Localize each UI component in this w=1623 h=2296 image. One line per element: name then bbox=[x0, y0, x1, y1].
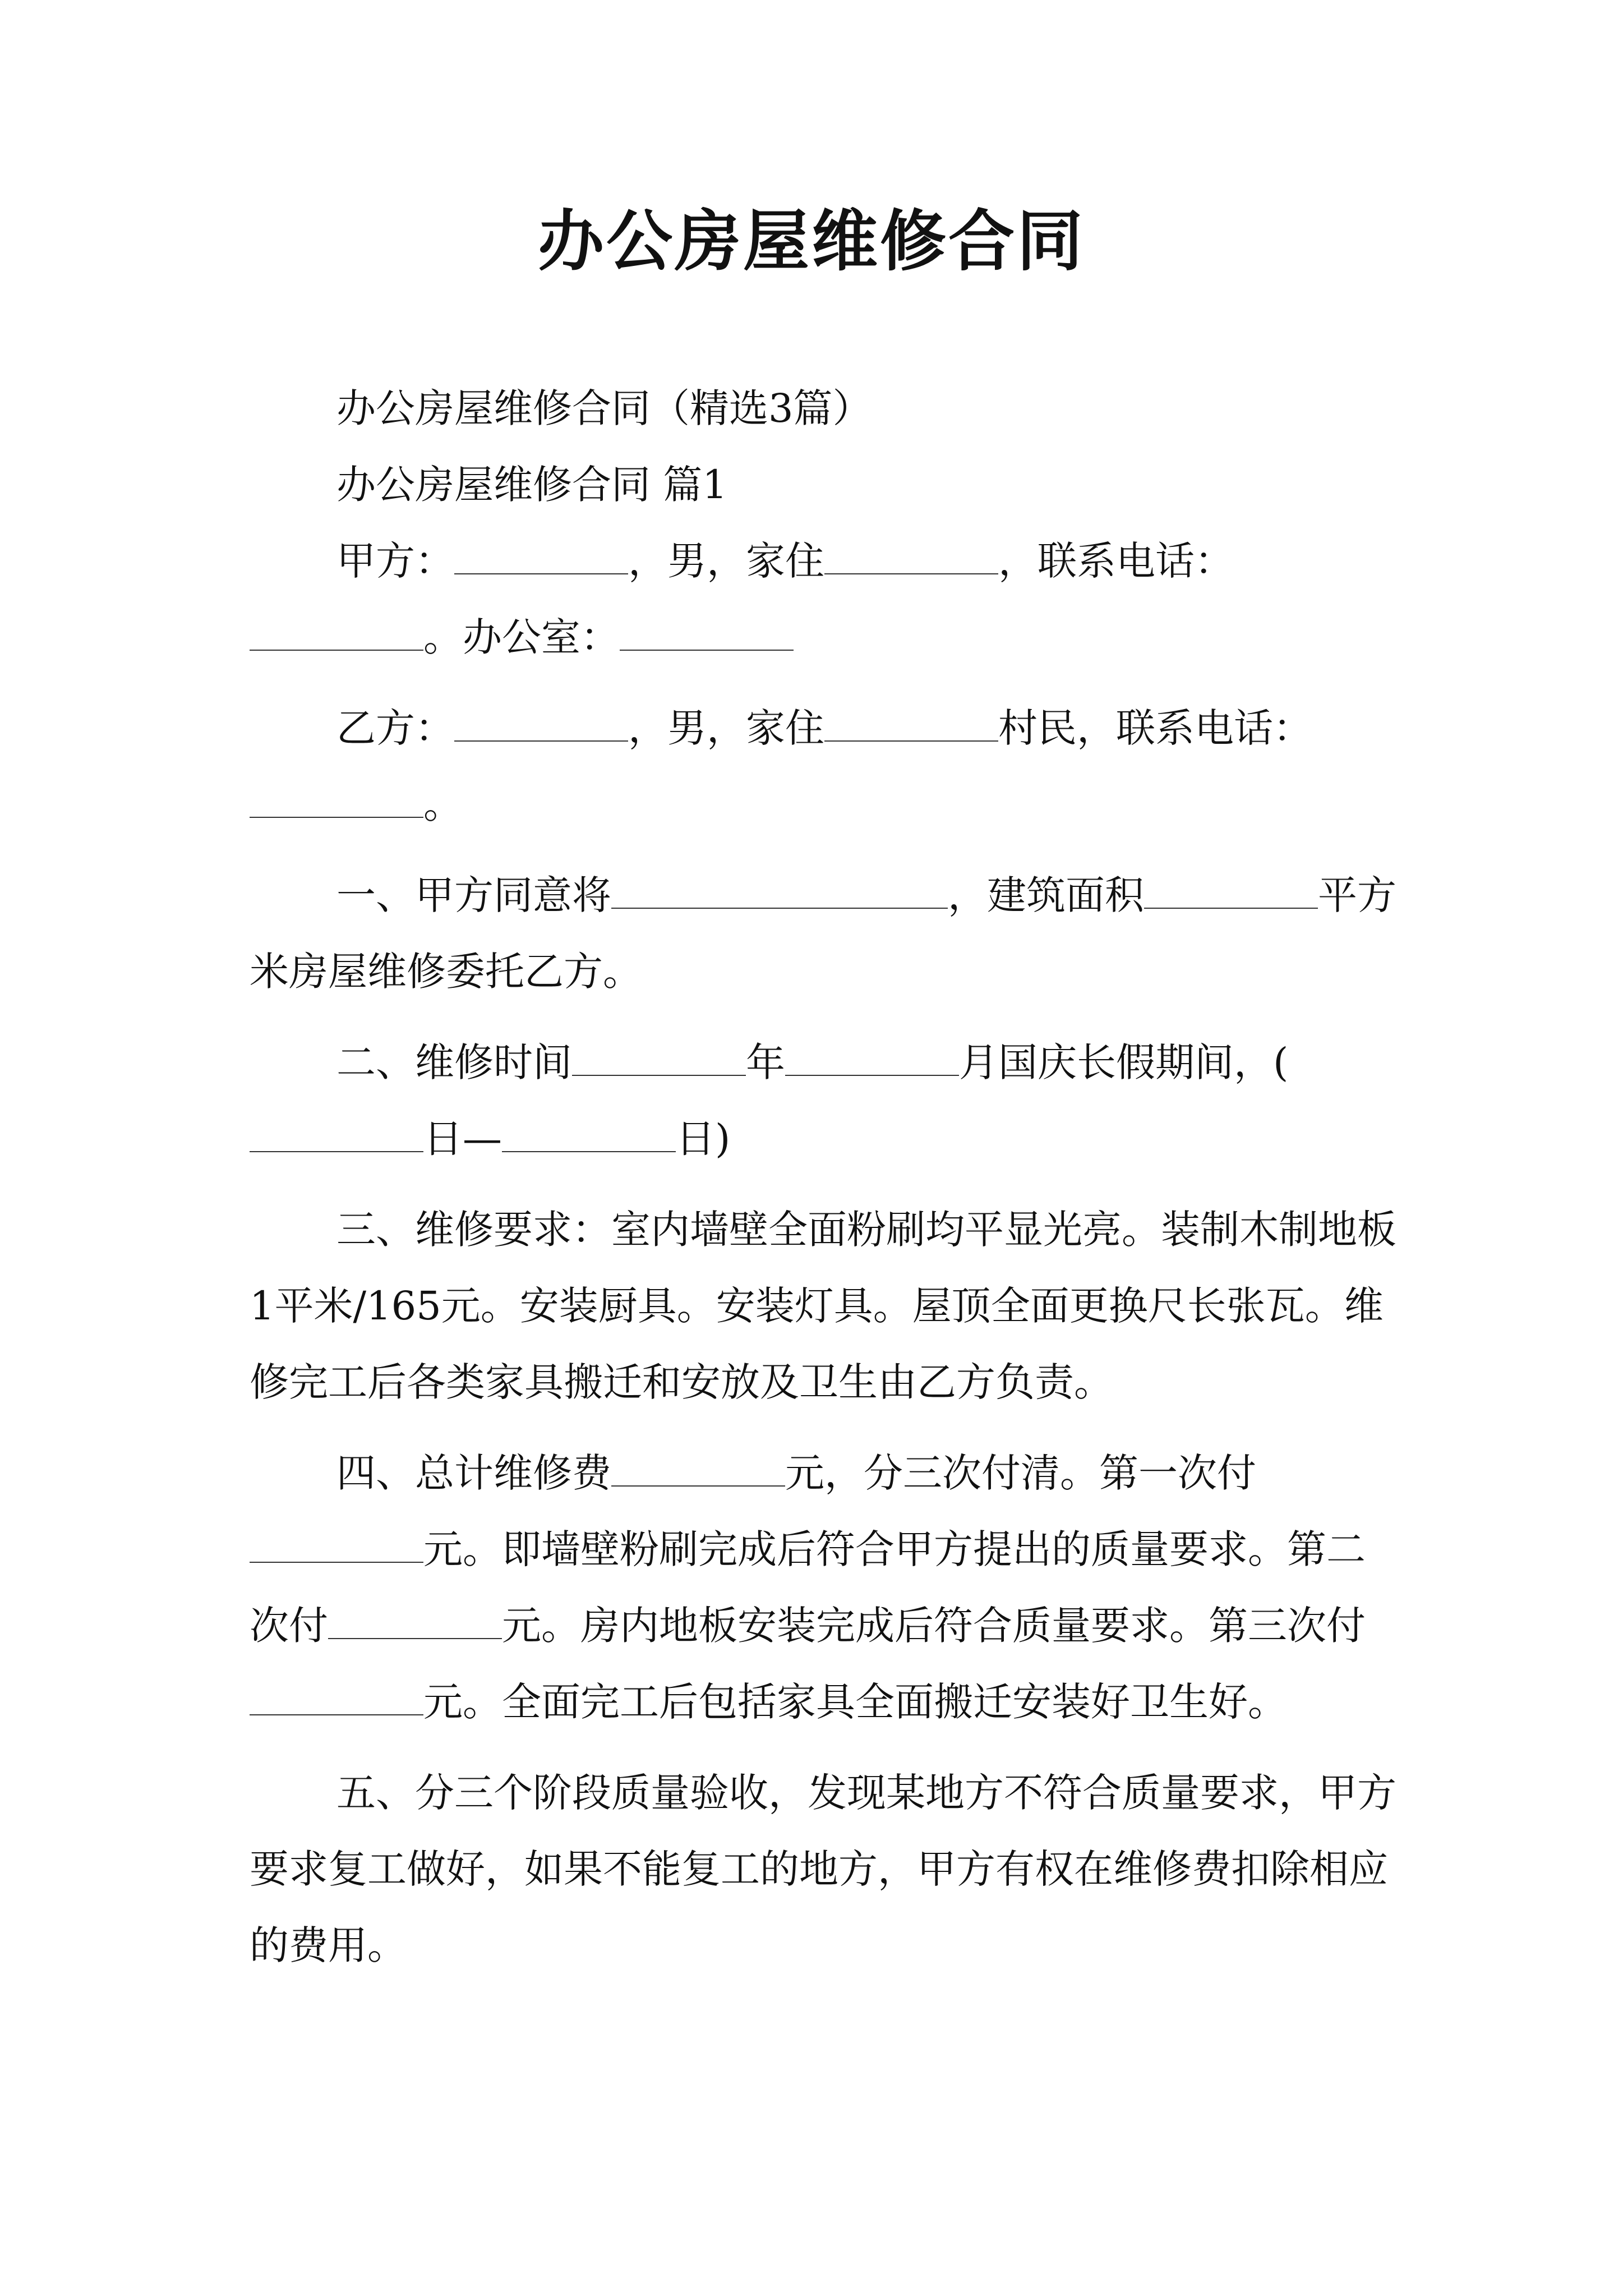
clause-4-text-c: 元。即墙壁粉刷完成后符合甲方提出的质量要求。第二次付 bbox=[250, 1526, 1366, 1649]
clause-4-total-blank bbox=[611, 1446, 785, 1487]
document-body bbox=[250, 370, 1399, 1984]
party-a-office-text: 。办公室： bbox=[423, 614, 620, 660]
party-b-end-text: 。 bbox=[423, 781, 463, 827]
party-b-address-blank bbox=[824, 701, 998, 742]
party-a-paragraph bbox=[250, 523, 1399, 675]
clause-4-first-payment-blank bbox=[250, 1522, 423, 1563]
clause-1 bbox=[250, 857, 1399, 1010]
party-b-gender-text: ，男，家住 bbox=[628, 705, 824, 751]
party-a-phone-blank bbox=[250, 610, 423, 651]
clause-4 bbox=[250, 1435, 1399, 1740]
clause-4-third-payment-blank bbox=[250, 1675, 423, 1715]
clause-4-text-b: 元，分三次付清。第一次付 bbox=[785, 1450, 1256, 1496]
document-title: 办公房屋维修合同 bbox=[537, 202, 1085, 280]
section-heading: 办公房屋维修合同 篇1 bbox=[336, 462, 727, 508]
clause-2-text-a: 二、维修时间 bbox=[336, 1039, 572, 1085]
clause-2 bbox=[250, 1024, 1399, 1177]
party-b-label: 乙方： bbox=[336, 705, 454, 751]
clause-2-text-c: 月国庆长假期间，( bbox=[959, 1039, 1289, 1085]
clause-4-text-a: 四、总计维修费 bbox=[336, 1450, 611, 1496]
party-a-office-blank bbox=[620, 610, 794, 651]
clause-5: 五、分三个阶段质量验收，发现某地方不符合质量要求，甲方要求复工做好，如果不能复工的地方，甲方有权在维修费扣除相应的费用。 bbox=[250, 1770, 1396, 1968]
clause-2-text-e: 日) bbox=[676, 1116, 731, 1162]
clause-2-end-day-blank bbox=[502, 1112, 676, 1152]
clause-2-text-b: 年 bbox=[746, 1039, 785, 1085]
party-b-paragraph bbox=[250, 690, 1399, 843]
clause-2-year-blank bbox=[572, 1036, 746, 1076]
party-a-label: 甲方： bbox=[336, 538, 454, 584]
clause-4-text-e: 元。全面完工后包括家具全面搬迁安装好卫生好。 bbox=[423, 1679, 1287, 1725]
party-a-name-blank bbox=[454, 534, 628, 574]
party-a-gender-text: ，男，家住 bbox=[628, 538, 824, 584]
clause-1-location-blank bbox=[611, 868, 948, 909]
clause-1-area-blank bbox=[1144, 868, 1318, 909]
clause-4-text-d: 元。房内地板安装完成后符合质量要求。第三次付 bbox=[502, 1603, 1366, 1649]
party-a-phone-text: ，联系电话： bbox=[998, 538, 1234, 584]
clause-1-text-a: 一、甲方同意将 bbox=[336, 872, 611, 918]
clause-1-text-b: ，建筑面积 bbox=[948, 872, 1144, 918]
party-b-phone-blank bbox=[250, 777, 423, 818]
clause-4-second-payment-blank bbox=[328, 1599, 502, 1639]
clause-2-start-day-blank bbox=[250, 1112, 423, 1152]
party-b-village-text: 村民，联系电话： bbox=[998, 705, 1312, 751]
clause-2-month-blank bbox=[785, 1036, 959, 1076]
clause-1-text-c: 平方米房屋维修委托乙方。 bbox=[250, 872, 1396, 995]
clause-3: 三、维修要求：室内墙壁全面粉刷均平显光亮。装制木制地板1平米/165元。安装厨具。安装灯具。屋顶全面更换尺长张瓦。维修完工后各类家具搬迁和安放及卫生由乙方负责。 bbox=[250, 1207, 1396, 1405]
clause-2-text-d: 日— bbox=[423, 1116, 502, 1162]
subtitle: 办公房屋维修合同（精选3篇） bbox=[336, 385, 872, 431]
party-a-address-blank bbox=[824, 534, 998, 574]
party-b-name-blank bbox=[454, 701, 628, 742]
